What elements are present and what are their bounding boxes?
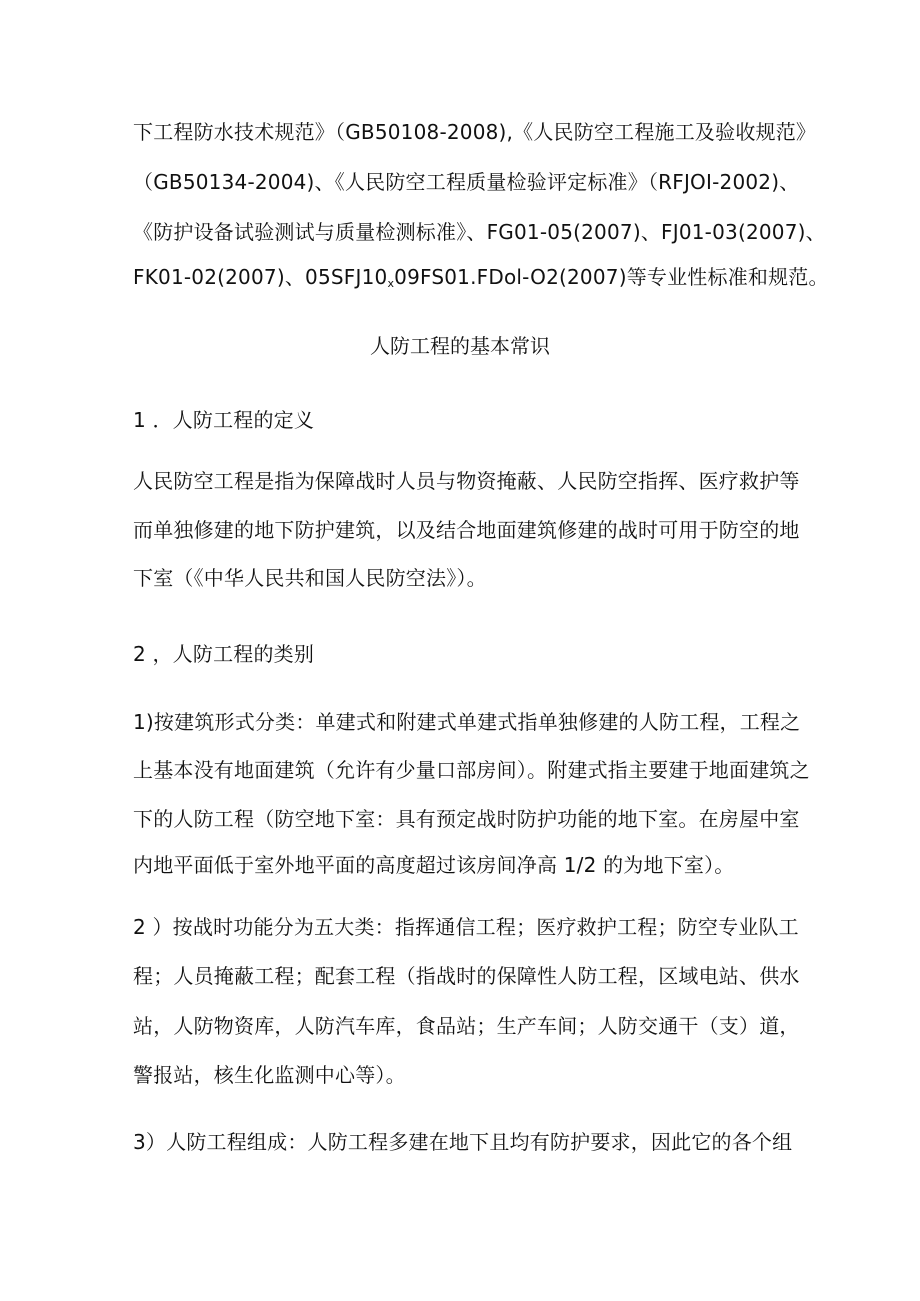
intro-line-2: （GB50134-2004)、《人民防空工程质量检验评定标准》（RFJOI-2002)、 [133, 170, 800, 194]
item1-line-2: 上基本没有地面建筑（允许有少量口部房间）。附建式指主要建于地面建筑之 [133, 758, 810, 782]
item1-line-4: 内地平面低于室外地平面的高度超过该房间净高 1/2 的为地下室）。 [133, 853, 735, 877]
intro-line-4-before: FK01-02(2007)、05SFJ10 [133, 265, 388, 289]
item2-line-2: 程；人员掩蔽工程；配套工程（指战时的保障性人防工程，区域电站、供水 [133, 964, 800, 988]
intro-line-4-subscript: x [387, 277, 395, 290]
section1-line-2: 而单独修建的地下防护建筑，以及结合地面建筑修建的战时可用于防空的地 [133, 518, 800, 542]
intro-line-4 [133, 263, 829, 298]
section1-line-1: 人民防空工程是指为保障战时人员与物资掩蔽、人民防空指挥、医疗救护等 [133, 469, 800, 493]
section-title: 人防工程的基本常识 [370, 334, 550, 358]
section2-heading: 2 ，人防工程的类别 [133, 642, 315, 666]
item3-line-1: 3）人防工程组成：人防工程多建在地下且均有防护要求，因此它的各个组 [133, 1130, 793, 1154]
item2-line-3: 站，人防物资库，人防汽车库，食品站；生产车间；人防交通干（支）道， [133, 1014, 800, 1038]
intro-line-1: 下工程防水技术规范》（GB50108-2008),《人民防空工程施工及验收规范》 [133, 120, 817, 144]
item1-line-3: 下的人防工程（防空地下室：具有预定战时防护功能的地下室。在房屋中室 [133, 807, 800, 831]
item2-line-4: 警报站，核生化监测中心等）。 [133, 1063, 406, 1087]
item2-line-1: 2 ）按战时功能分为五大类：指挥通信工程；医疗救护工程；防空专业队工 [133, 915, 799, 939]
intro-line-4-after: 09FS01.FDol-O2(2007)等专业性标准和规范。 [394, 265, 829, 289]
intro-line-3: 《防护设备试验测试与质量检测标准》、FG01-05(2007)、FJ01-03(2007)、 [133, 220, 826, 244]
section1-heading: 1 ．人防工程的定义 [133, 408, 315, 432]
item1-line-1: 1)按建筑形式分类：单建式和附建式单建式指单独修建的人防工程，工程之 [133, 710, 801, 734]
section1-line-3: 下室（《中华人民共和国人民防空法》）。 [133, 566, 487, 590]
